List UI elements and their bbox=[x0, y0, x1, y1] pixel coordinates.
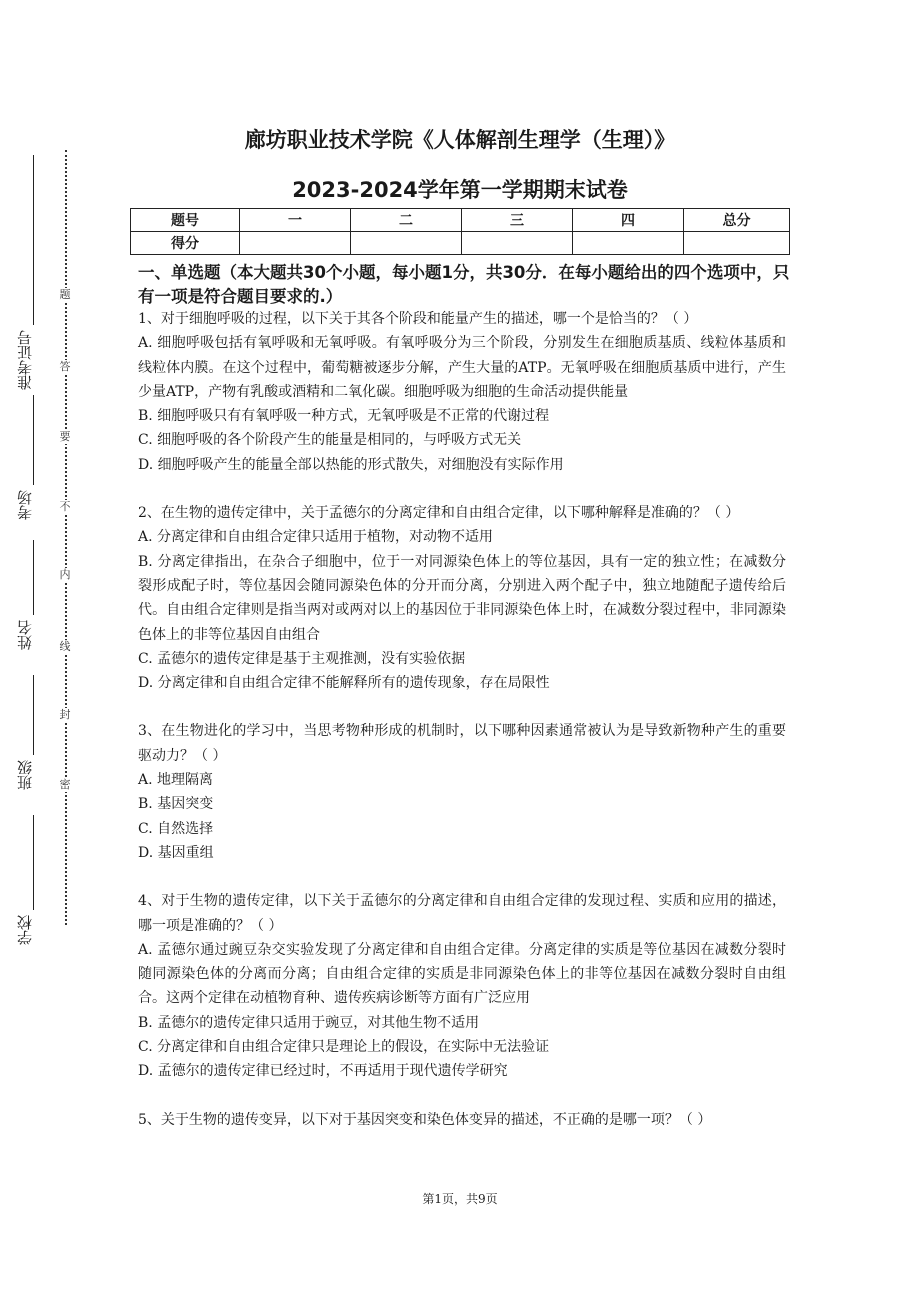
question-list bbox=[138, 307, 786, 1132]
score-table-header-cell: 二 bbox=[351, 209, 462, 232]
seal-char: 线 bbox=[59, 640, 71, 653]
seal-char: 答 bbox=[59, 360, 71, 373]
option-b: B. 细胞呼吸只有有氧呼吸一种方式，无氧呼吸是不正常的代谢过程 bbox=[138, 408, 550, 425]
question-stem: 1、对于细胞呼吸的过程，以下关于其各个阶段和能量产生的描述，哪一个是恰当的？（ ） bbox=[138, 311, 698, 327]
exam-title: 廊坊职业技术学院《人体解剖生理学（生理）》 bbox=[244, 128, 676, 152]
exam-subtitle: 2023-2024学年第一学期期末试卷 bbox=[292, 178, 628, 202]
score-table-score-row bbox=[131, 232, 790, 255]
seal-char: 封 bbox=[59, 708, 71, 721]
section-heading: 一、单选题（本大题共30个小题，每小题1分，共30分．在每小题给出的四个选项中，只有一项是符合题目要求的.） bbox=[138, 263, 790, 306]
question-stem: 4、对于生物的遗传定律，以下关于孟德尔的分离定律和自由组合定律的发现过程、实质和应用的描述，哪一项是准确的？（ ） bbox=[138, 893, 786, 934]
school-line bbox=[33, 815, 34, 910]
seal-char: 要 bbox=[59, 430, 71, 443]
question-3 bbox=[138, 719, 786, 865]
school-label: 学校 bbox=[16, 915, 34, 945]
question-1 bbox=[138, 307, 786, 477]
score-cell[interactable] bbox=[351, 232, 462, 255]
score-table-header-cell: 题号 bbox=[131, 209, 240, 232]
name-label: 姓名 bbox=[16, 620, 34, 650]
option-a: A. 地理隔离 bbox=[138, 772, 214, 789]
seal-char: 不 bbox=[59, 500, 71, 513]
option-a: A. 分离定律和自由组合定律只适用于植物，对动物不适用 bbox=[138, 529, 494, 546]
option-d: D. 孟德尔的遗传定律已经过时，不再适用于现代遗传学研究 bbox=[138, 1063, 508, 1080]
seal-char: 内 bbox=[59, 568, 71, 581]
score-table-header-cell: 四 bbox=[573, 209, 684, 232]
score-cell[interactable] bbox=[684, 232, 790, 255]
option-c: C. 分离定律和自由组合定律只是理论上的假设，在实际中无法验证 bbox=[138, 1039, 550, 1056]
option-b: B. 分离定律指出，在杂合子细胞中，位于一对同源染色体上的等位基因，具有一定的独立性；在减数分裂形成配子时，等位基因会随同源染色体的分开而分离，分别进入两个配子中，独立地随配子遗传给后代。自由组合定律则是指当两对或两对以上的基因位于非同源染色体上时，在减数分裂过程中，非同源染色体上的非等位基因自由组合 bbox=[138, 553, 786, 643]
class-line bbox=[33, 675, 34, 755]
option-c: C. 孟德尔的遗传定律是基于主观推测，没有实验依据 bbox=[138, 650, 466, 667]
option-c: C. 自然选择 bbox=[138, 820, 214, 837]
option-a: A. 孟德尔通过豌豆杂交实验发现了分离定律和自由组合定律。分离定律的实质是等位基因在减数分裂时随同源染色体的分离而分离；自由组合定律的实质是非同源染色体上的非等位基因在减数分裂时自由组合。这两个定律在动植物育种、遗传疾病诊断等方面有广泛应用 bbox=[138, 941, 786, 1007]
name-line bbox=[33, 540, 34, 615]
score-cell[interactable] bbox=[240, 232, 351, 255]
option-d: D. 分离定律和自由组合定律不能解释所有的遗传现象，存在局限性 bbox=[138, 675, 550, 692]
score-cell[interactable] bbox=[462, 232, 573, 255]
question-4 bbox=[138, 889, 786, 1083]
option-b: B. 孟德尔的遗传定律只适用于豌豆，对其他生物不适用 bbox=[138, 1014, 480, 1031]
class-label: 班级 bbox=[16, 760, 34, 790]
exam-room-label: 考场 bbox=[16, 490, 34, 520]
option-d: D. 基因重组 bbox=[138, 844, 214, 861]
question-stem: 5、关于生物的遗传变异，以下对于基因突变和染色体变异的描述，不正确的是哪一项？（ ） bbox=[138, 1111, 712, 1128]
score-table-header-cell: 三 bbox=[462, 209, 573, 232]
option-b: B. 基因突变 bbox=[138, 796, 214, 813]
score-row-label: 得分 bbox=[131, 232, 240, 255]
seal-char: 题 bbox=[59, 288, 71, 301]
seal-dotted-line bbox=[65, 150, 67, 925]
exam-id-label: 准考证号 bbox=[16, 330, 34, 390]
question-stem: 3、在生物进化的学习中，当思考物种形成的机制时，以下哪种因素通常被认为是导致新物种产生的重要驱动力？（ ） bbox=[138, 723, 786, 764]
score-table-header-cell: 一 bbox=[240, 209, 351, 232]
question-stem: 2、在生物的遗传定律中，关于孟德尔的分离定律和自由组合定律，以下哪种解释是准确的？（ ） bbox=[138, 505, 740, 522]
option-d: D. 细胞呼吸产生的能量全部以热能的形式散失，对细胞没有实际作用 bbox=[138, 456, 564, 473]
exam-room-line bbox=[33, 395, 34, 485]
score-table-header-cell: 总分 bbox=[684, 209, 790, 232]
score-table-header-row bbox=[131, 209, 790, 232]
score-table bbox=[130, 208, 790, 255]
seal-char: 密 bbox=[59, 778, 71, 791]
question-2 bbox=[138, 501, 786, 695]
score-cell[interactable] bbox=[573, 232, 684, 255]
question-5 bbox=[138, 1108, 786, 1132]
page-number: 第1页，共9页 bbox=[422, 1192, 498, 1206]
option-c: C. 细胞呼吸的各个阶段产生的能量是相同的，与呼吸方式无关 bbox=[138, 432, 522, 449]
option-a: A. 细胞呼吸包括有氧呼吸和无氧呼吸。有氧呼吸分为三个阶段，分别发生在细胞质基质、线粒体基质和线粒体内膜。在这个过程中，葡萄糖被逐步分解，产生大量的ATP。无氧呼吸在细胞质基质中进行，产生少量ATP，产物有乳酸或酒精和二氧化碳。细胞呼吸为细胞的生命活动提供能量 bbox=[138, 335, 786, 400]
